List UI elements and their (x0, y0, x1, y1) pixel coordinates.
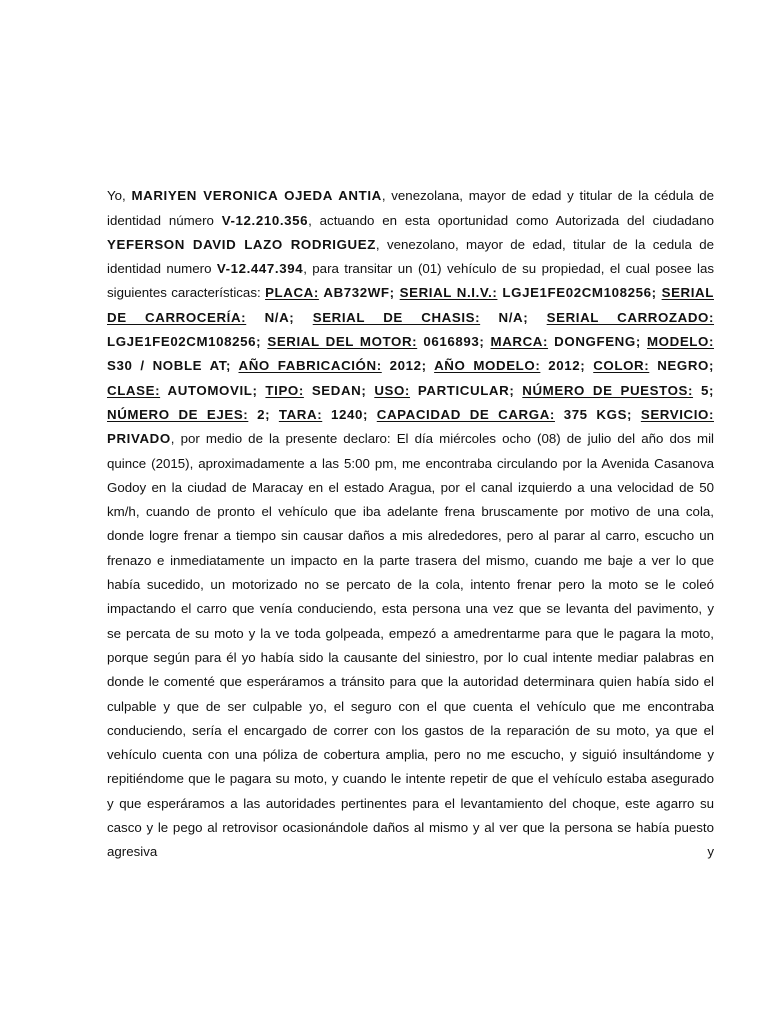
bold-text: LGJE1FE02CM108256; (107, 334, 268, 350)
bold-text: V-12.210.356 (221, 212, 309, 228)
body-text: , actuando en esta oportunidad como Autorizada del ciudadano (308, 212, 714, 228)
bold-text: V-12.447.394 (216, 261, 304, 277)
field-label: SERIAL DEL MOTOR: (267, 334, 418, 350)
bold-text: S30 / NOBLE AT; (107, 358, 239, 374)
field-label: COLOR: (593, 358, 650, 374)
bold-text: DONGFENG; (548, 334, 647, 350)
bold-text: N/A; (246, 309, 313, 325)
field-label: USO: (374, 382, 410, 398)
field-label: AÑO MODELO: (434, 358, 541, 374)
field-label: TIPO: (265, 382, 304, 398)
field-label: SERIAL N.I.V.: (399, 285, 498, 301)
field-label: NÚMERO DE PUESTOS: (522, 382, 694, 398)
body-text: Yo, (107, 188, 132, 204)
bold-text: 2012; (540, 358, 594, 374)
bold-text: AB732WF; (318, 285, 400, 301)
declaration-paragraph (107, 184, 714, 864)
body-text: , por medio de la presente declaro: El día miércoles ocho (08) de julio del año dos mil quince (2015), aproximadamente a las 5:00 pm, me encontraba circulando por la Avenida Casanova Godoy en la ciudad de Maracay en el estado Aragua, por el canal izquierdo a una velocidad de 50 km/h, cuando de pronto el vehículo que iba adelante frena bruscamente por motivo de una cola, donde logre frenar a tiempo sin causar daños a mis alrededores, pero al parar al carro, escucho un frenazo e inmediatamente un impacto en la parte trasera del mismo, cuando me baje a ver lo que había sucedido, un motorizado no se percato de la cola, intento frenar pero la moto se le coleó impactando el carro que venía conduciendo, esta persona una vez que se levanta del pavimento, y se percata de su moto y la ve toda golpeada, empezó a amedrentarme para que le pagara la moto, porque según para él yo había sido la causante del siniestro, por lo cual intente mediar palabras en donde le comenté que esperáramos a tránsito para que la autoridad determinara quien había sido el culpable y que de ser culpable yo, el seguro con el que cuenta el vehículo que me encontraba conduciendo, sería el encargado de correr con los gastos de la reparación de su moto, ya que el vehículo cuenta con una póliza de cobertura amplia, pero no me escucho, y siguió insultándome y repitiéndome que le pagara su moto, y cuando le intente repetir de que el vehículo estaba asegurado y que esperáramos a las autoridades pertinentes para el levantamiento del choque, este agarro su casco y le pego al retrovisor ocasionándole daños al mismo y al ver que la persona se había puesto agresiva y (107, 431, 714, 860)
bold-text: YEFERSON DAVID LAZO RODRIGUEZ (107, 236, 376, 252)
field-label: MODELO: (647, 334, 714, 350)
bold-text: N/A; (480, 309, 547, 325)
bold-text: 375 KGS; (554, 406, 641, 422)
field-label: SERIAL CARROZADO: (546, 309, 715, 325)
bold-text: PRIVADO (107, 431, 171, 447)
bold-text: NEGRO; (649, 358, 714, 374)
bold-text: PARTICULAR; (409, 382, 523, 398)
field-label: PLACA: (265, 285, 319, 301)
field-label: MARCA: (490, 334, 549, 350)
field-label: TARA: (278, 406, 323, 422)
body-text: , venezolano, mayor de edad, titular de la cedula de identidad numero (107, 236, 715, 277)
bold-text: MARIYEN VERONICA OJEDA ANTIA (131, 188, 382, 204)
field-label: AÑO FABRICACIÓN: (238, 358, 382, 374)
field-label: NÚMERO DE EJES: (107, 406, 249, 422)
body-text: , venezolana, mayor de edad y titular de la cédula de identidad número (107, 188, 714, 228)
bold-text: 2; (248, 406, 279, 422)
field-label: CAPACIDAD DE CARGA: (376, 406, 555, 422)
field-label: SERIAL DE CARROCERÍA: (107, 285, 714, 325)
bold-text: 1240; (322, 406, 377, 422)
body-text: , para transitar un (01) vehículo de su propiedad, el cual posee las siguientes características: (107, 261, 714, 301)
bold-text: LGJE1FE02CM108256; (497, 285, 662, 301)
field-label: SERVICIO: (640, 406, 714, 422)
bold-text: SEDAN; (303, 382, 375, 398)
field-label: CLASE: (107, 382, 161, 398)
bold-text: 5; (693, 382, 714, 398)
bold-text: 2012; (381, 358, 435, 374)
bold-text: 0616893; (417, 334, 491, 350)
field-label: SERIAL DE CHASIS: (312, 309, 481, 325)
bold-text: AUTOMOVIL; (160, 382, 266, 398)
